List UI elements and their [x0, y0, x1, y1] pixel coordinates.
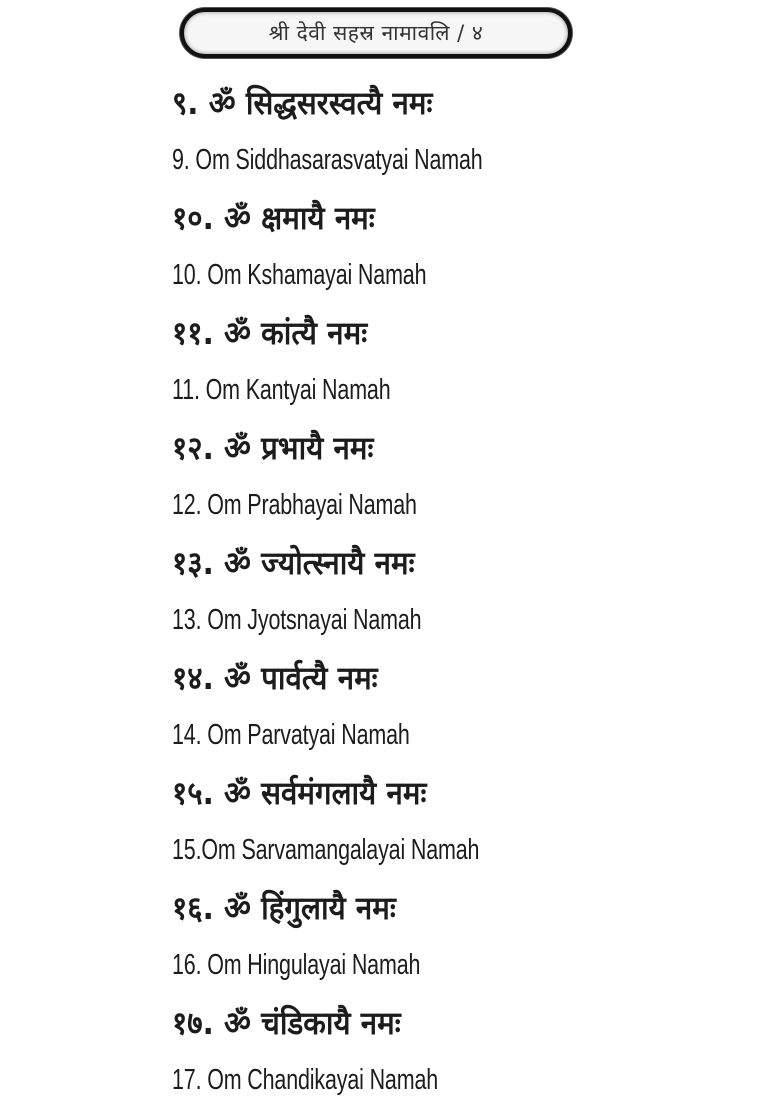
- entry-roman-text: 11. Om Kantyai Namah: [172, 374, 390, 407]
- entry-17-devanagari-line: [172, 994, 732, 1052]
- entry-devanagari-text: ११. ॐ कांत्यै नमः: [172, 311, 367, 354]
- entry-roman-text: 14. Om Parvatyai Namah: [172, 719, 410, 752]
- entry-13-roman-line: [172, 592, 732, 650]
- entry-roman-text: 13. Om Jyotsnayai Namah: [172, 604, 421, 637]
- entry-9-devanagari-line: [172, 74, 732, 132]
- entry-devanagari-text: १२. ॐ प्रभायै नमः: [172, 426, 373, 469]
- page-header-title: श्री देवी सहस्र नामावलि / ४: [269, 19, 484, 47]
- entry-10-roman-line: [172, 247, 732, 305]
- entry-15-roman-line: [172, 822, 732, 880]
- entry-devanagari-text: १४. ॐ पार्वत्यै नमः: [172, 656, 378, 699]
- entry-12-roman-line: [172, 477, 732, 535]
- entry-11-devanagari-line: [172, 304, 732, 362]
- entry-devanagari-text: १७. ॐ चंडिकायै नमः: [172, 1001, 401, 1044]
- entry-roman-text: 12. Om Prabhayai Namah: [172, 489, 417, 522]
- entry-9-roman-line: [172, 132, 732, 190]
- name-list: [172, 74, 732, 1109]
- entry-roman-text: 17. Om Chandikayai Namah: [172, 1064, 438, 1097]
- entry-17-roman-line: [172, 1052, 732, 1109]
- entry-10-devanagari-line: [172, 189, 732, 247]
- entry-devanagari-text: १६. ॐ हिंगुलायै नमः: [172, 886, 396, 929]
- entry-14-devanagari-line: [172, 649, 732, 707]
- entry-12-devanagari-line: [172, 419, 732, 477]
- entry-14-roman-line: [172, 707, 732, 765]
- entry-roman-text: 15.Om Sarvamangalayai Namah: [172, 834, 479, 867]
- entry-devanagari-text: १५. ॐ सर्वमंगलायै नमः: [172, 771, 426, 814]
- entry-13-devanagari-line: [172, 534, 732, 592]
- entry-devanagari-text: १३. ॐ ज्योत्स्नायै नमः: [172, 541, 415, 584]
- entry-15-devanagari-line: [172, 764, 732, 822]
- page-header-banner: [180, 8, 572, 58]
- entry-roman-text: 9. Om Siddhasarasvatyai Namah: [172, 144, 483, 177]
- entry-16-roman-line: [172, 937, 732, 995]
- entry-11-roman-line: [172, 362, 732, 420]
- entry-roman-text: 16. Om Hingulayai Namah: [172, 949, 420, 982]
- entry-devanagari-text: १०. ॐ क्षमायै नमः: [172, 196, 375, 239]
- entry-devanagari-text: ९. ॐ सिद्धसरस्वत्यै नमः: [172, 81, 432, 124]
- entry-roman-text: 10. Om Kshamayai Namah: [172, 259, 426, 292]
- entry-16-devanagari-line: [172, 879, 732, 937]
